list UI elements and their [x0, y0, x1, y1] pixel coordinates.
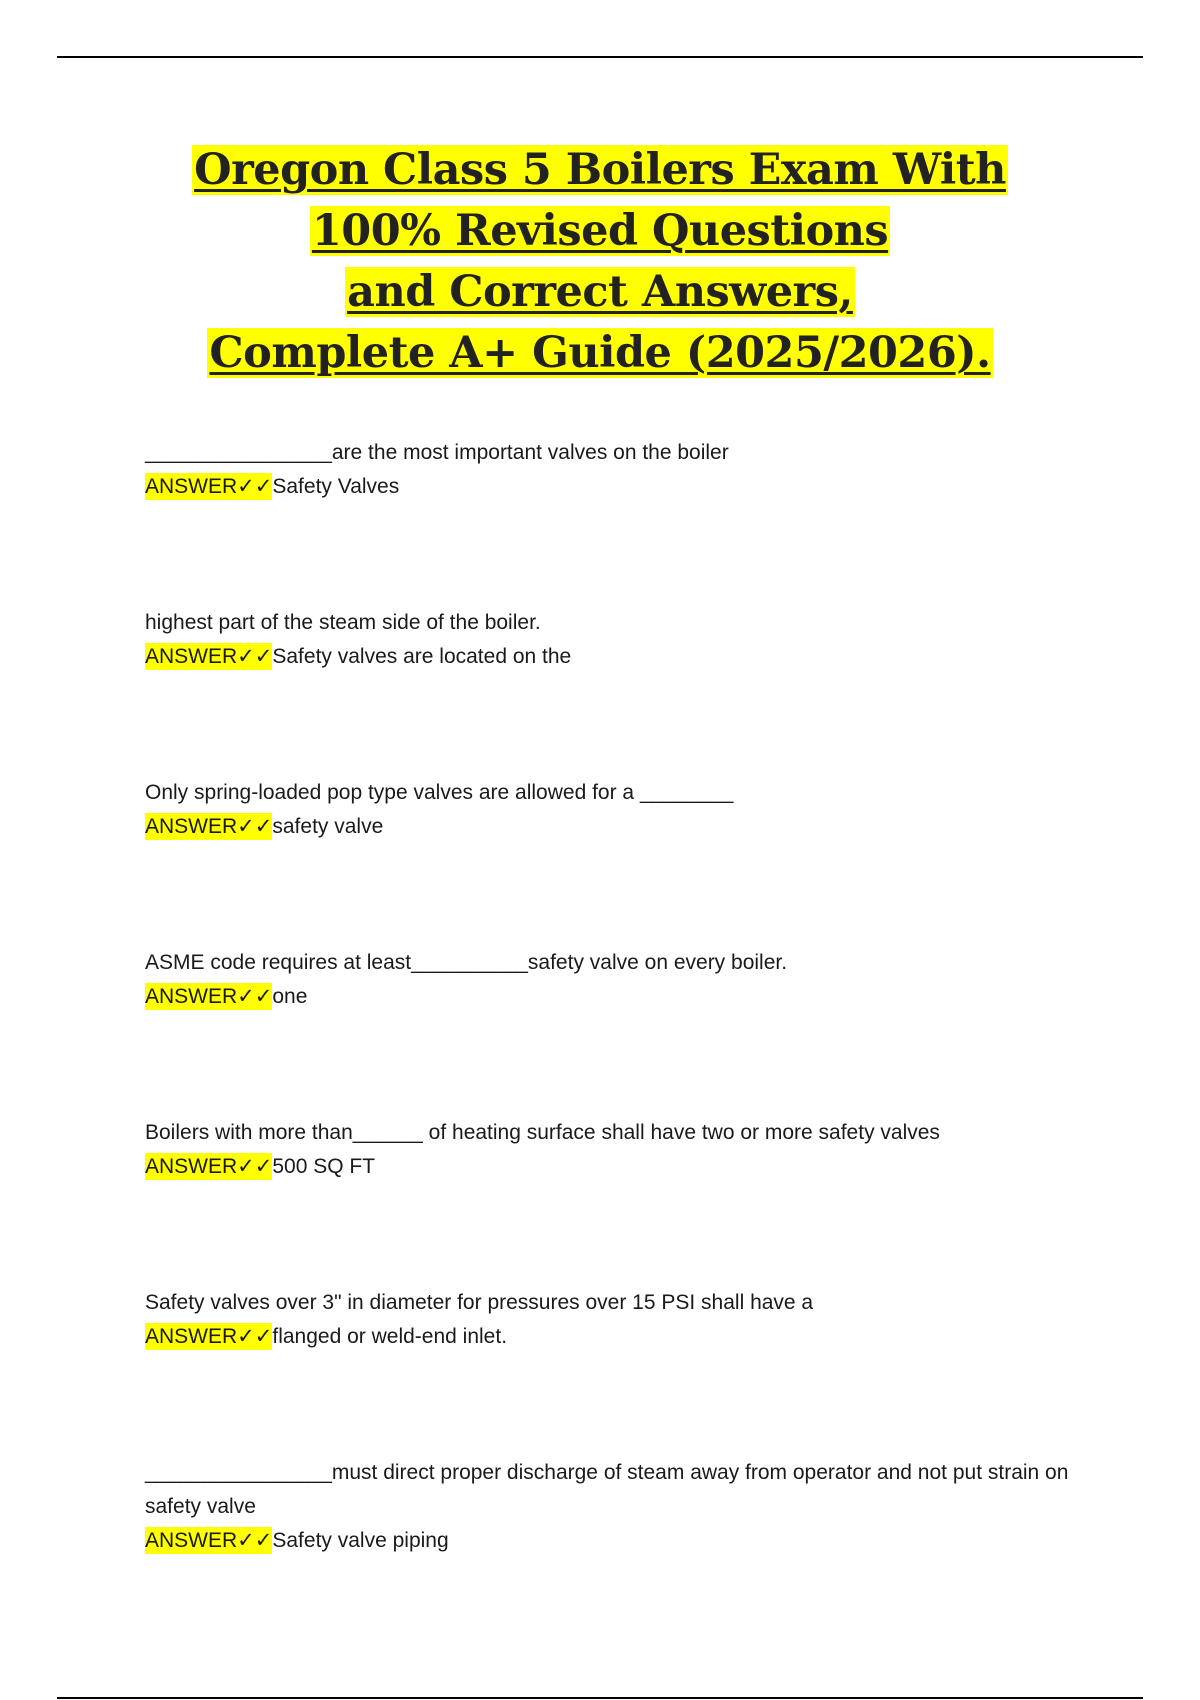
answer-text: Safety valves are located on the: [272, 645, 572, 668]
answer-line: [145, 640, 1105, 674]
title-line-3: and Correct Answers,: [347, 267, 853, 317]
answer-tag: ANSWER✓✓: [145, 1155, 273, 1178]
answer-text: Safety Valves: [272, 475, 400, 498]
answer-line: [145, 470, 1105, 504]
answer-text: safety valve: [272, 815, 384, 838]
answer-tag: ANSWER✓✓: [145, 475, 273, 498]
qa-item: [145, 1116, 1105, 1184]
question-text: Safety valves over 3" in diameter for pressures over 15 PSI shall have a: [145, 1291, 814, 1314]
answer-tag: ANSWER✓✓: [145, 1325, 273, 1348]
qa-item: [145, 946, 1105, 1014]
answer-line: [145, 810, 1105, 844]
answer-tag: ANSWER✓✓: [145, 645, 273, 668]
qa-list: [145, 436, 1105, 1660]
title-line-4: Complete A+ Guide (2025/2026).: [209, 328, 991, 378]
qa-item: [145, 606, 1105, 674]
bottom-rule: [57, 1697, 1143, 1699]
answer-line: [145, 1524, 1105, 1558]
qa-item: [145, 776, 1105, 844]
question-text: ASME code requires at least__________safety valve on every boiler.: [145, 951, 788, 974]
question-text: highest part of the steam side of the boiler.: [145, 611, 541, 634]
qa-item: [145, 1286, 1105, 1354]
question-text: Boilers with more than______ of heating surface shall have two or more safety valves: [145, 1121, 940, 1144]
document-title: [0, 140, 1200, 384]
qa-item: [145, 436, 1105, 504]
answer-tag: ANSWER✓✓: [145, 815, 273, 838]
question-text: Only spring-loaded pop type valves are allowed for a ________: [145, 781, 734, 804]
question-text: ________________must direct proper discharge of steam away from operator and not put strain on safety valve: [145, 1461, 1069, 1518]
answer-line: [145, 1150, 1105, 1184]
answer-text: 500 SQ FT: [272, 1155, 376, 1178]
title-line-1: Oregon Class 5 Boilers Exam With: [194, 145, 1006, 195]
answer-line: [145, 1320, 1105, 1354]
answer-tag: ANSWER✓✓: [145, 1529, 273, 1552]
title-line-2: 100% Revised Questions: [311, 206, 889, 256]
answer-line: [145, 980, 1105, 1014]
answer-text: Safety valve piping: [272, 1529, 449, 1552]
answer-text: one: [272, 985, 308, 1008]
top-rule: [57, 56, 1143, 58]
qa-item: [145, 1456, 1105, 1558]
answer-text: flanged or weld-end inlet.: [272, 1325, 508, 1348]
answer-tag: ANSWER✓✓: [145, 985, 273, 1008]
question-text: ________________are the most important valves on the boiler: [145, 441, 729, 464]
